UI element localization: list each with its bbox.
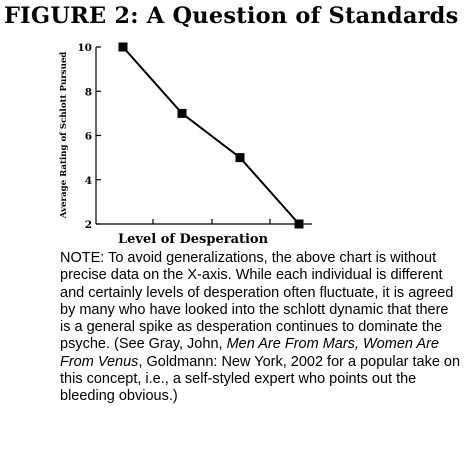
note-text: NOTE: To avoid generalizations, the above chart is without precise data on the X-axis. While each individual is different and certainly levels of desperation often fluctuate, it is agreed by many who have looked into the schlott dynamic that there is a general spike as desperation continues to dominate the psyche. (See Gray, John, [60,250,454,353]
y-tick-label: 10 [77,42,92,54]
series-line [123,47,299,224]
data-series [119,43,304,229]
x-ticks [153,219,270,224]
chart-note [60,250,462,406]
figure-title: FIGURE 2: A Question of Standards [4,3,459,29]
y-tick-label: 2 [84,219,92,231]
y-tick-label: 4 [84,174,92,187]
y-axis-label: Average Rating of Schlott Pursued [59,51,69,219]
y-ticks [77,42,101,231]
note-text-continued: , Goldmann: New York, 2002 for a popular take on this concept, i.e., a self-styled expert who points out the bleeding obvious.) [60,353,461,405]
data-point-marker [178,109,187,118]
data-point-marker [119,43,128,52]
y-tick-label: 8 [84,86,92,99]
y-tick-label: 6 [84,130,92,143]
data-point-marker [236,153,245,162]
data-point-marker [295,220,304,229]
note-book-title: Men Are From Mars, Women Are From Venus [60,336,440,370]
axes [96,47,312,224]
x-axis-label: Level of Desperation [118,232,269,247]
